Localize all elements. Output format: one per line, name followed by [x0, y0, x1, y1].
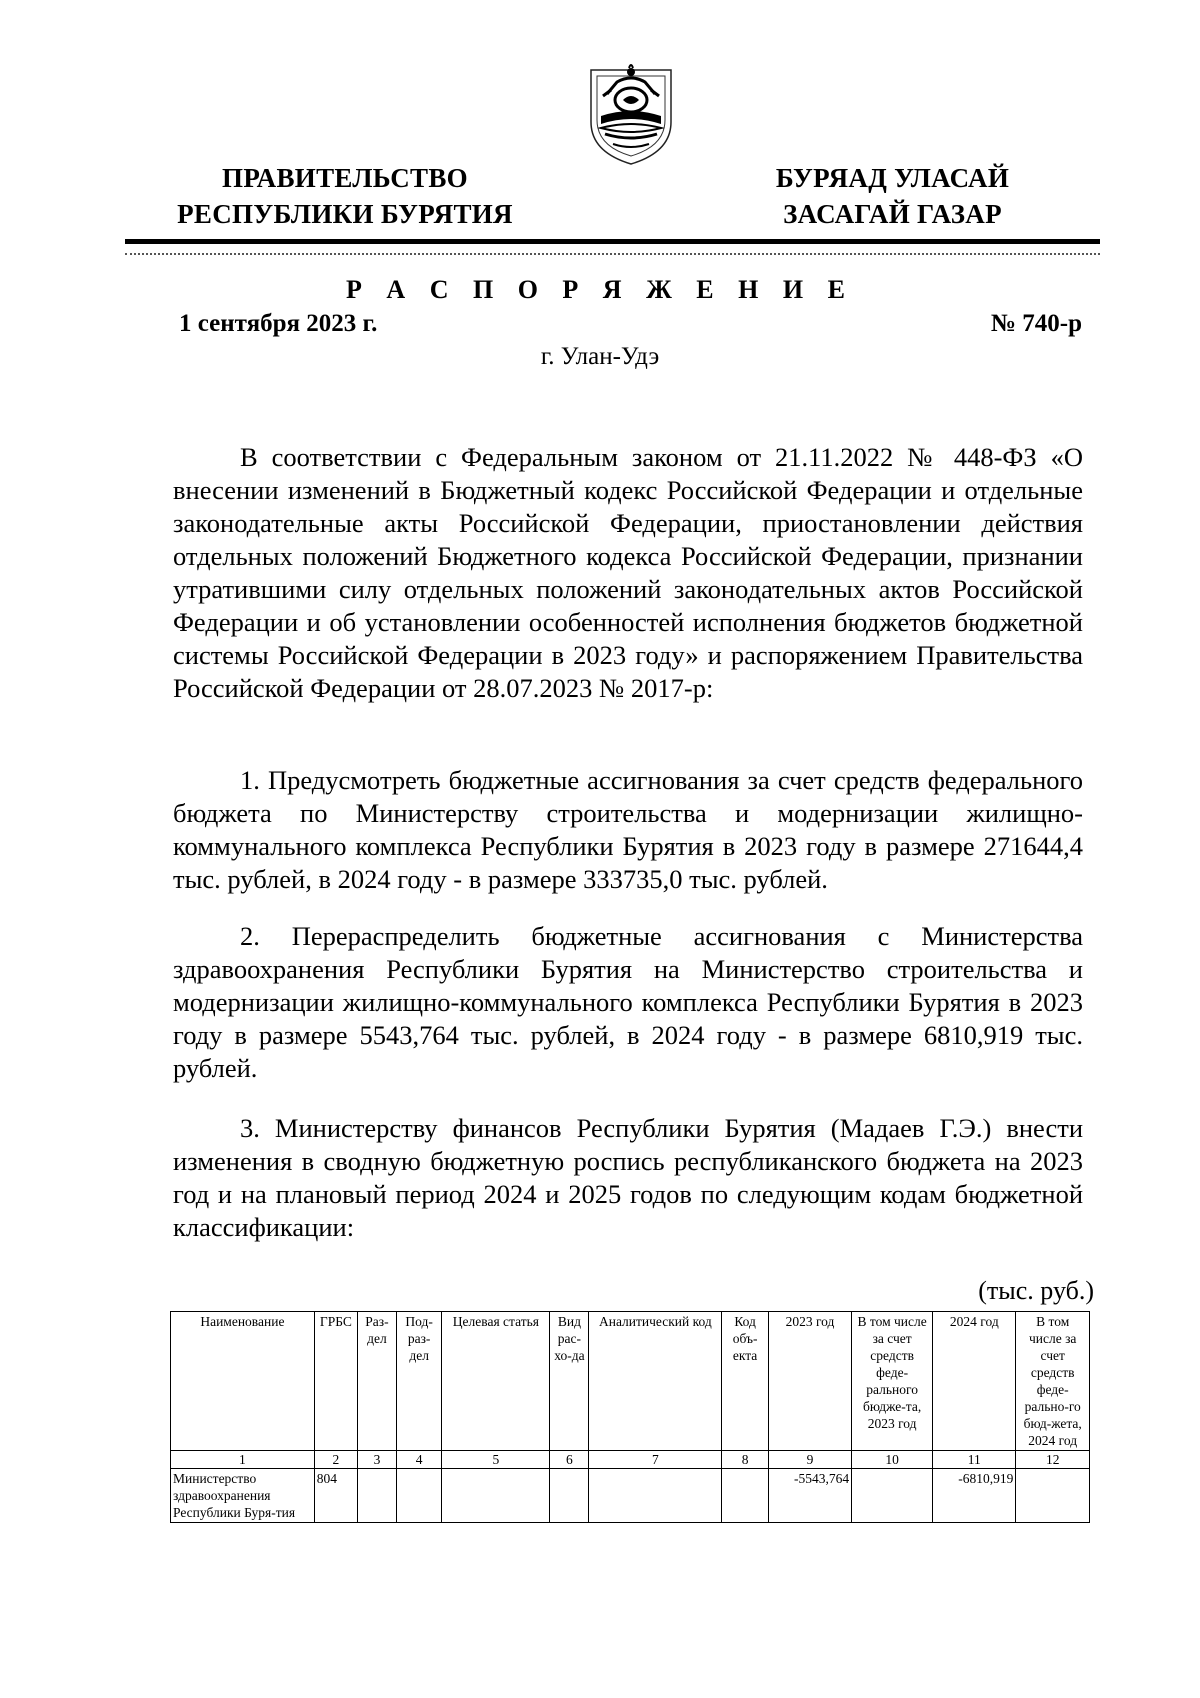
- issuer-name-russian: [150, 160, 540, 232]
- document-type: Р А С П О Р Я Ж Е Н И Е: [346, 275, 854, 304]
- column-number: 1: [171, 1451, 315, 1469]
- table-cell: [589, 1469, 722, 1523]
- clause-1: 1. Предусмотреть бюджетные ассигнования за счет средств федерального бюджета по Министерству строительства и модернизации жилищно-коммунального комплекса Республики Бурятия в 2023 году в размере 271644,4 тыс. рублей, в 2024 году - в размере 333735,0 тыс. рублей.: [173, 765, 1083, 894]
- col-header: Аналитический код: [589, 1312, 722, 1451]
- preamble-paragraph: В соответствии с Федеральным законом от 21.11.2022 № 448-ФЗ «О внесении изменений в Бюджетный кодекс Российской Федерации и отдельные законодательные акты Российской Федерации, приостановлении действия отдельных положений Бюджетного кодекса Российской Федерации, признании утратившими силу отдельных положений законодательных актов Российской Федерации и об установлении особенностей исполнения бюджетов бюджетной системы Российской Федерации в 2023 году» и распоряжением Правительства Российской Федерации от 28.07.2023 № 2017-р:: [173, 442, 1083, 703]
- col-header: ГРБС: [314, 1312, 357, 1451]
- column-number-row: [171, 1451, 1090, 1469]
- column-number: 11: [933, 1451, 1016, 1469]
- table-cell: [550, 1469, 589, 1523]
- table-cell: [358, 1469, 397, 1523]
- col-header: В том числе за счет средств феде-рально-го бюд-жета, 2024 год: [1016, 1312, 1090, 1451]
- table-cell: [1016, 1469, 1090, 1523]
- column-number: 6: [550, 1451, 589, 1469]
- issuer-line-2: РЕСПУБЛИКИ БУРЯТИЯ: [177, 199, 513, 229]
- clause-2: 2. Перераспределить бюджетные ассигнования с Министерства здравоохранения Республики Бурятия на Министерство строительства и модернизации жилищно-коммунального комплекса Республики Бурятия в 2023 году в размере 5543,764 тыс. рублей, в 2024 году - в размере 6810,919 тыс. рублей.: [173, 921, 1083, 1083]
- column-number: 9: [768, 1451, 851, 1469]
- table-row: [171, 1469, 1090, 1523]
- column-number: 2: [314, 1451, 357, 1469]
- col-header: Код объ-екта: [722, 1312, 768, 1451]
- amount-2023-cell: -5543,764: [768, 1469, 851, 1523]
- issuer-line-1-buryat: БУРЯАД УЛАСАЙ: [775, 163, 1010, 193]
- clause-3: 3. Министерству финансов Республики Бурятия (Мадаев Г.Э.) внести изменения в сводную бюджетную роспись республиканского бюджета на 2023 год и на плановый период 2024 и 2025 годов по следующим кодам бюджетной классификации:: [173, 1113, 1083, 1242]
- col-header: Раз-дел: [358, 1312, 397, 1451]
- grbs-cell: 804: [314, 1469, 357, 1523]
- table-header-row: [171, 1312, 1090, 1451]
- col-header: Наименование: [171, 1312, 315, 1451]
- budget-classification-table: [170, 1311, 1090, 1523]
- issuer-line-1: ПРАВИТЕЛЬСТВО: [222, 163, 468, 193]
- column-number: 10: [852, 1451, 933, 1469]
- table-units: (тыс. руб.): [978, 1276, 1094, 1305]
- col-header: 2024 год: [933, 1312, 1016, 1451]
- col-header: В том числе за счет средств феде-рального бюдже-та, 2023 год: [852, 1312, 933, 1451]
- document-city: г. Улан-Удэ: [540, 343, 660, 370]
- column-number: 4: [396, 1451, 441, 1469]
- header-rule-thin: [125, 253, 1100, 255]
- col-header: Вид рас-хо-да: [550, 1312, 589, 1451]
- table-cell: [396, 1469, 441, 1523]
- header-rule-thick: [125, 239, 1100, 244]
- amount-2024-cell: -6810,919: [933, 1469, 1016, 1523]
- col-header: Целевая статья: [442, 1312, 550, 1451]
- row-name-cell: Министерство здравоохранения Республики Буря-тия: [171, 1469, 315, 1523]
- document-number: № 740-р: [990, 310, 1082, 337]
- document-date: 1 сентября 2023 г.: [179, 310, 378, 337]
- table-cell: [442, 1469, 550, 1523]
- col-header: 2023 год: [768, 1312, 851, 1451]
- coat-of-arms-icon: [583, 52, 679, 172]
- column-number: 5: [442, 1451, 550, 1469]
- issuer-name-buryat: [730, 160, 1055, 232]
- table-cell: [722, 1469, 768, 1523]
- column-number: 12: [1016, 1451, 1090, 1469]
- column-number: 7: [589, 1451, 722, 1469]
- column-number: 3: [358, 1451, 397, 1469]
- table-cell: [852, 1469, 933, 1523]
- column-number: 8: [722, 1451, 768, 1469]
- issuer-line-2-buryat: ЗАСАГАЙ ГАЗАР: [783, 199, 1002, 229]
- col-header: Под-раз-дел: [396, 1312, 441, 1451]
